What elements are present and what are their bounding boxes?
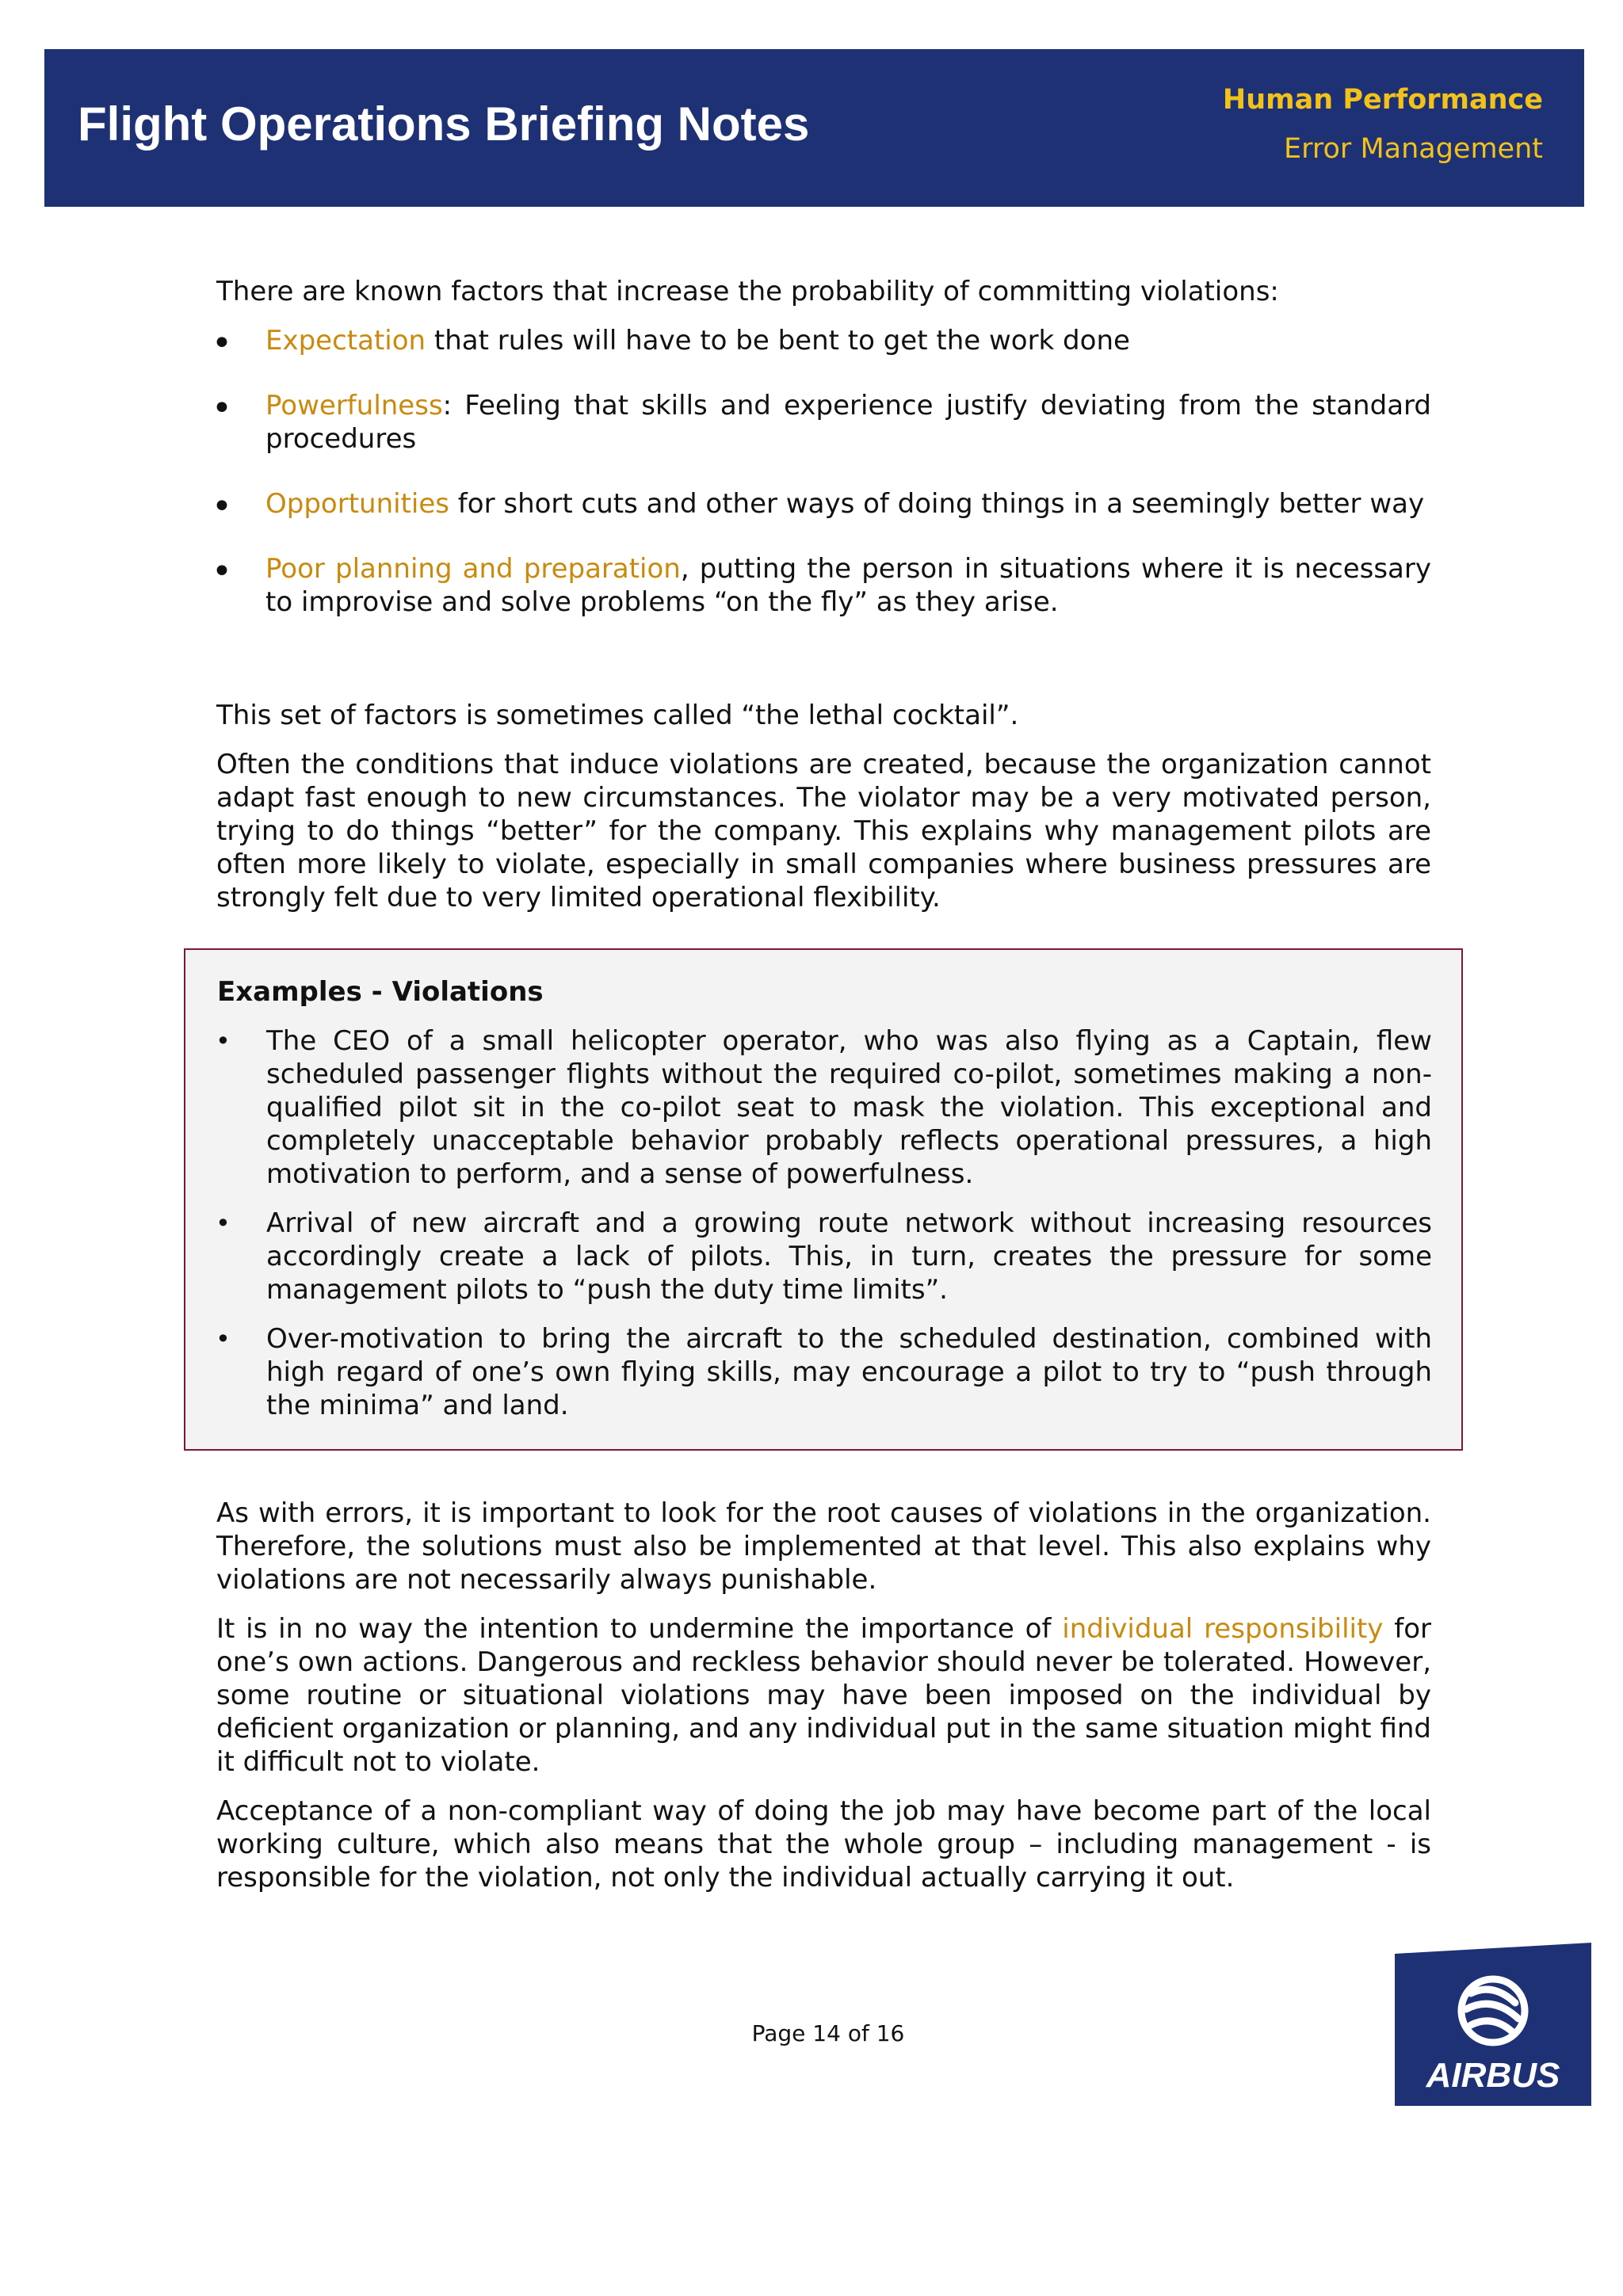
airbus-logo — [1395, 1943, 1591, 2106]
factor-text: : Feeling that skills and experience justify deviating from the standard procedures — [265, 390, 1431, 455]
factors-section — [216, 275, 1431, 619]
header-banner — [44, 49, 1584, 207]
lethal-cocktail-paragraph: This set of factors is sometimes called “the lethal cocktail”. — [216, 700, 1019, 731]
examples-box — [184, 948, 1463, 1451]
context-section — [216, 699, 1431, 914]
factors-list — [216, 324, 1431, 619]
examples-list — [217, 1024, 1432, 1422]
factor-term: Expectation — [265, 325, 426, 357]
document-title: Flight Operations Briefing Notes — [78, 97, 810, 151]
conditions-paragraph: Often the conditions that induce violations are created, because the organization cannot adapt fast enough to new circumstances. The violator may be a very motivated person, trying to do things “better” for the company. This explains why management pilots are often more likely to violate, especially in small companies where business pressures are strongly felt due to very limited operational flexibility. — [216, 749, 1431, 913]
subcategory-label: Error Management — [1284, 133, 1543, 165]
page-number: Page 14 of 16 — [751, 2020, 905, 2046]
list-item — [216, 552, 1431, 619]
factor-term: Poor planning and preparation — [265, 553, 681, 585]
factor-text: for short cuts and other ways of doing things in a seemingly better way — [449, 488, 1425, 520]
logo-text: AIRBUS — [1426, 2056, 1560, 2095]
list-item: • Over-motivation to bring the aircraft to the scheduled destination, combined with high regard of one’s own flying skills, may encourage a pilot to try to “push through the minima” and land. — [217, 1322, 1432, 1422]
root-causes-paragraph: As with errors, it is important to look for the root causes of violations in the organization. Therefore, the solutions must also be implemented at that level. This also explains why violations are not necessarily always punishable. — [216, 1497, 1431, 1596]
list-item: • The CEO of a small helicopter operator, who was also flying as a Captain, flew scheduled passenger flights without the required co-pilot, sometimes making a non-qualified pilot sit in the co-pilot seat to mask the violation. This exceptional and completely unacceptable behavior probably reflects operational pressures, a high motivation to perform, and a sense of powerfulness. — [217, 1024, 1432, 1191]
factor-term: Opportunities — [265, 488, 449, 520]
category-label: Human Performance — [1222, 84, 1543, 116]
examples-title: Examples - Violations — [217, 976, 544, 1008]
factor-text: that rules will have to be bent to get the work done — [426, 325, 1130, 357]
intro-paragraph: There are known factors that increase the probability of committing violations: — [216, 276, 1279, 307]
list-item: • Arrival of new aircraft and a growing route network without increasing resources accordingly create a lack of pilots. This, in turn, creates the pressure for some management pilots to “push the duty time limits”. — [217, 1207, 1432, 1306]
list-item — [216, 324, 1431, 357]
factor-text: , putting the person in situations where it is necessary to improvise and solve problems “on the fly” as they arise. — [265, 553, 1431, 618]
acceptance-paragraph: Acceptance of a non-compliant way of doing the job may have become part of the local working culture, which also means that the whole group – including management - is responsible for the violation, not only the individual actually carrying it out. — [216, 1795, 1431, 1894]
factor-term: Powerfulness — [265, 390, 443, 421]
list-item — [216, 389, 1431, 456]
responsibility-paragraph — [216, 1612, 1431, 1779]
responsibility-highlight: individual responsibility — [1062, 1613, 1384, 1645]
responsibility-text-before: It is in no way the intention to undermine the importance of — [216, 1613, 1063, 1645]
responsibility-text-after: for one’s own actions. Dangerous and reckless behavior should never be tolerated. However, some routine or situational violations may have been imposed on the individual by deficient organization or planning, and any individual put in the same situation might find it difficult not to violate. — [216, 1613, 1431, 1778]
list-item — [216, 487, 1431, 521]
closing-section — [216, 1497, 1431, 1894]
